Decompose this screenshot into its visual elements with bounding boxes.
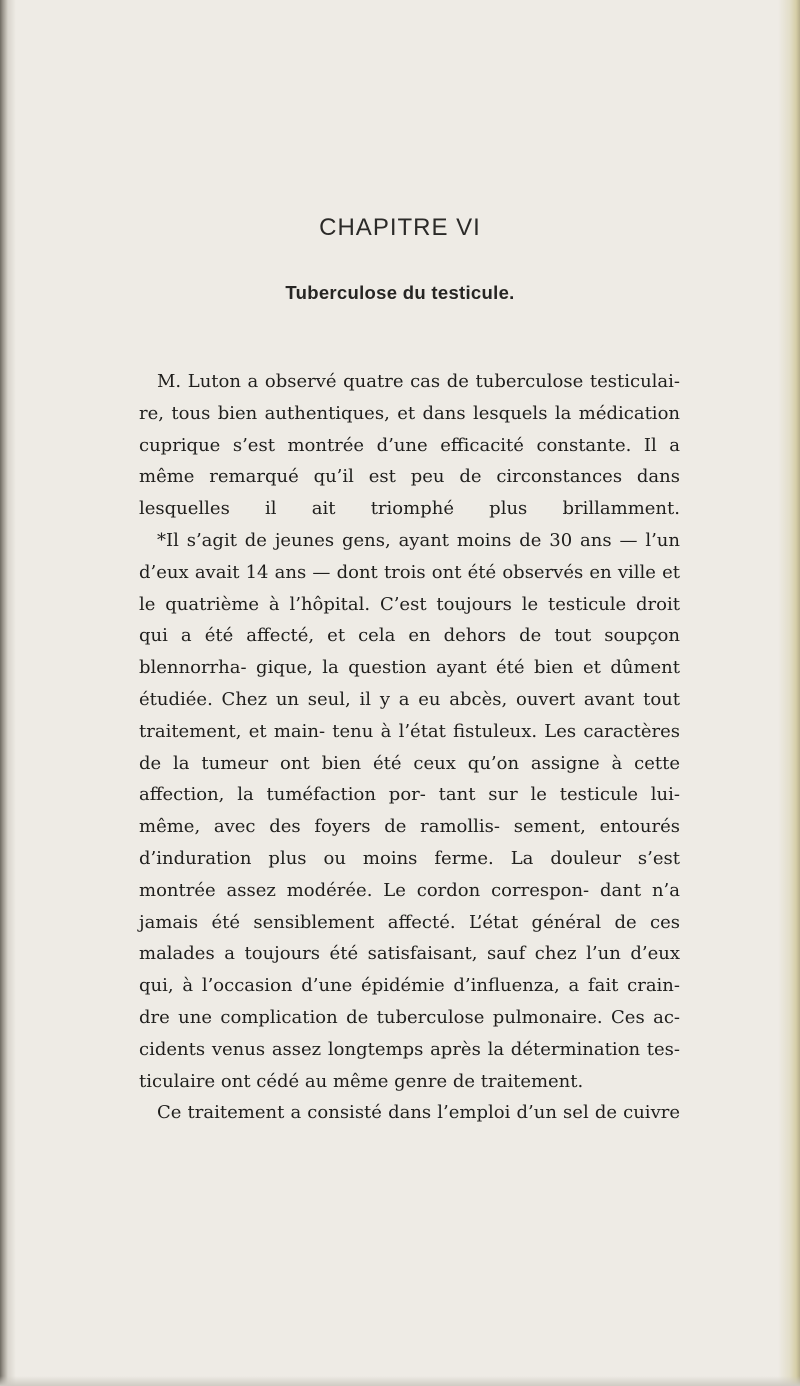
text-line: cidents venus assez longtemps après la détermination tes- [139,1038,680,1060]
text-line: seul, il y a eu abcès, ouvert avant tout traitement, et main- [139,688,680,742]
text-line: *Il s’agit de jeunes gens, ayant moins de 30 ans — l’un [157,529,680,551]
text-line: M. Luton a observé quatre cas de tuberculose testiculai- [157,371,680,392]
body-text [139,366,680,1129]
text-line: douleur s’est montrée assez modérée. Le cordon correspon- [139,847,680,901]
text-line: dre une complication de tuberculose pulmonaire. Ces ac- [139,1006,680,1028]
text-line: Ce traitement a consisté dans l’emploi d’un sel de cuivre [157,1102,680,1124]
chapter-title: CHAPITRE VI [319,214,481,241]
text-line: ticulaire ont cédé au même genre de traitement. [139,1070,584,1092]
text-line: ait triomphé plus brillamment. [311,498,680,520]
text-line: été ceux qu’on assigne à cette affection, la tuméfaction por- [139,752,680,806]
text-line: d’eux avait 14 ans — dont trois ont été observés en ville et [139,561,680,583]
section-title: Tuberculose du testicule. [285,282,515,303]
page-outer-edge [778,0,800,1386]
paragraph-1 [139,366,680,525]
paragraph-2 [139,525,680,1097]
text-line: qui, à l’occasion d’une épidémie d’influenza, a fait crain- [139,975,680,997]
text-line: gique, la question ayant été bien et dûment étudiée. Chez un [139,657,680,710]
text-line: ces malades a toujours été satisfaisant, sauf chez l’un d’eux [139,911,680,965]
text-line: cuprique s’est montrée d’une efficacité constante. Il a même [139,434,680,488]
text-line: re, tous bien authentiques, et dans lesquels la médication [139,402,680,424]
page-binding-edge [0,0,16,1386]
text-line: remarqué qu’il est peu de circonstances dans lesquelles il [139,466,680,520]
text-line: dant n’a jamais été sensiblement affecté. L’état général de [139,879,680,933]
page-bottom-edge [0,1376,800,1386]
text-line: tant sur le testicule lui-même, avec des foyers de ramollis- [139,784,680,838]
text-line: tenu à l’état fistuleux. Les caractères de la tumeur ont bien [139,720,680,774]
text-line: a été affecté, et cela en dehors de tout soupçon blennorrha- [139,625,680,679]
text-line: sement, entourés d’induration plus ou moins ferme. La [139,816,680,869]
paragraph-3 [139,1097,680,1129]
text-line: le quatrième à l’hôpital. C’est toujours le testicule droit qui [139,593,680,647]
